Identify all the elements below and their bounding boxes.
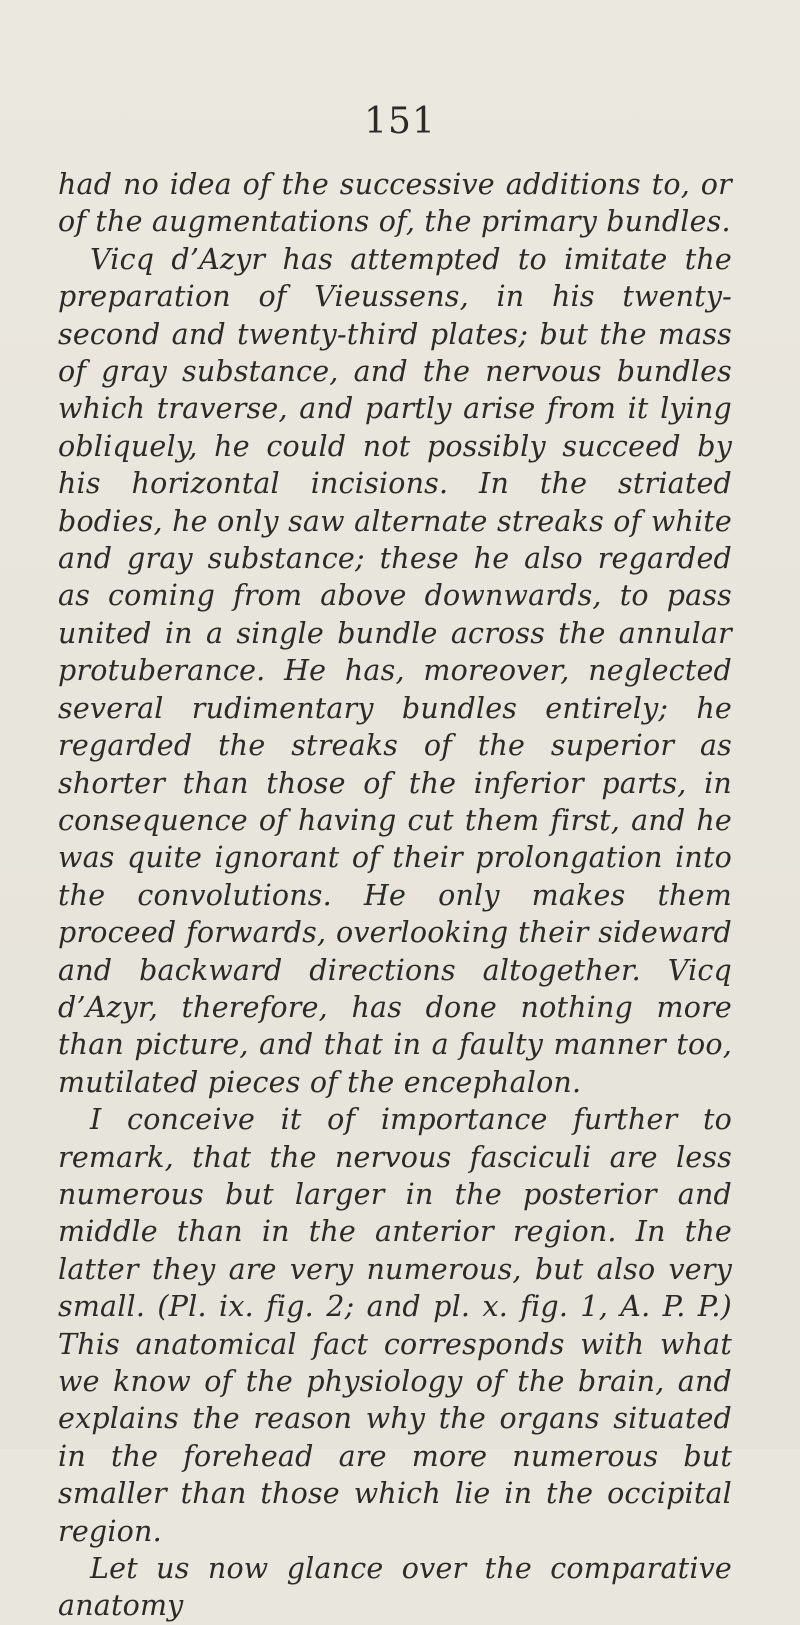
page-number: 151 bbox=[364, 101, 436, 142]
paragraph-1: had no idea of the successive additions to, or of the augmentations of, the primary bundles. bbox=[58, 168, 732, 239]
paragraph-4: Let us now glance over the comparative anatomy bbox=[58, 1552, 732, 1623]
paragraph-3: I conceive it of importance further to remark, that the nervous fasciculi are less numerous but larger in the posterior and middle than in the anterior region. In the latter they are very numerous, but also very small. (Pl. ix. fig. 2; and pl. x. fig. 1, A. P. P.) This anatomical fact corresponds with what we know of the physiology of the brain, and explains the reason why the organs situated in the forehead are more numerous but smaller than those which lie in the occipital region. bbox=[58, 1103, 732, 1548]
body-text bbox=[58, 166, 732, 1625]
paragraph-2: Vicq d’Azyr has attempted to imitate the preparation of Vieussens, in his twenty-second and twenty-third plates; but the mass of gray substance, and the nervous bundles which traverse, and partly arise from it lying obliquely, he could not possibly succeed by his horizontal incisions. In the striated bodies, he only saw alternate streaks of white and gray substance; these he also regarded as coming from above downwards, to pass united in a single bundle across the annular protuberance. He has, moreover, neglected several rudimentary bundles entirely; he regarded the streaks of the superior as shorter than those of the inferior parts, in consequence of having cut them first, and he was quite ignorant of their prolongation into the convolutions. He only makes them proceed forwards, overlooking their sideward and backward directions altogether. Vicq d’Azyr, therefore, has done nothing more than picture, and that in a faulty manner too, mutilated pieces of the encephalon. bbox=[58, 242, 732, 1099]
